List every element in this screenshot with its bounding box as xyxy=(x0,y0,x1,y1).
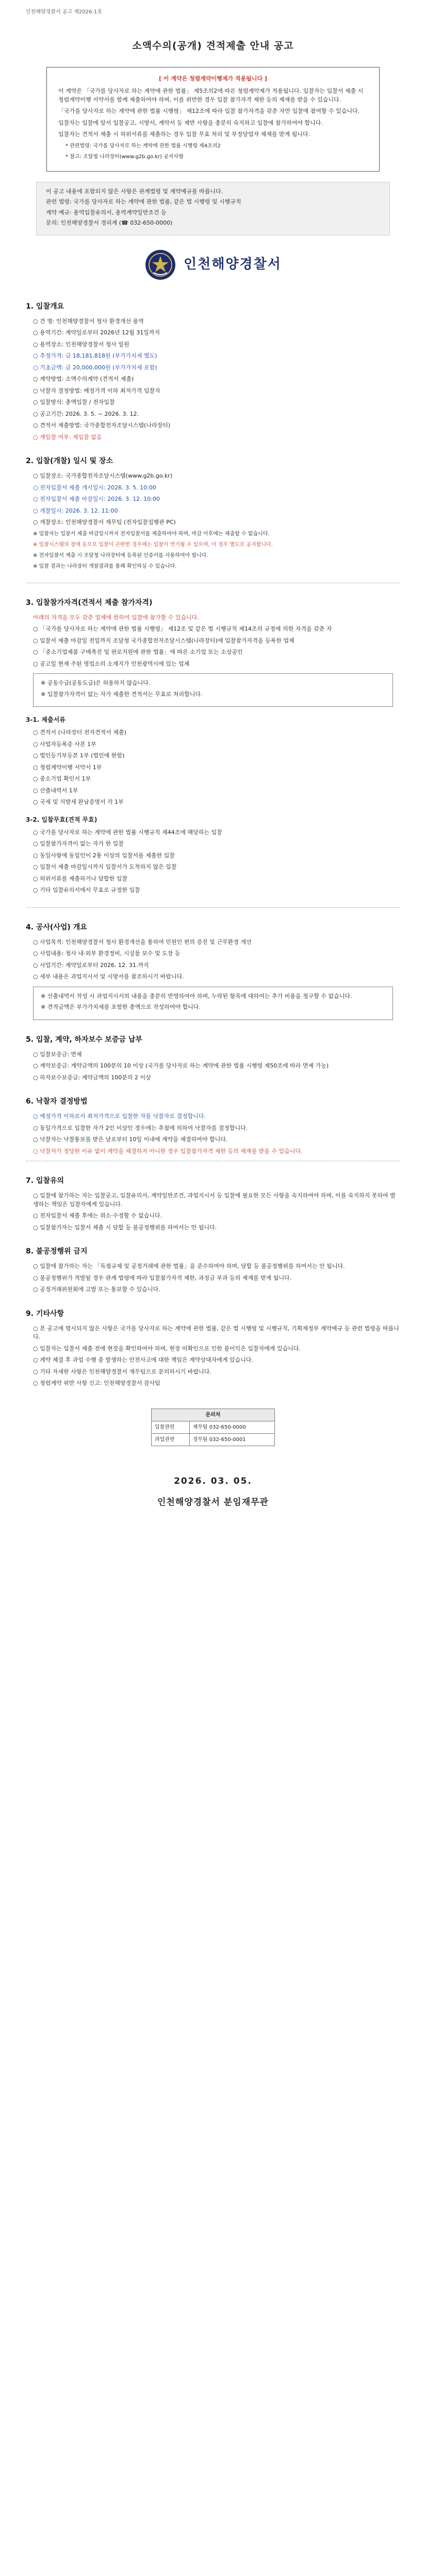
list-item: ○ 공고기간: 2026. 3. 5. ~ 2026. 3. 12. xyxy=(33,410,139,417)
list-item: ○ 기타 자세한 사항은 인천해양경찰서 재무팀으로 문의하시기 바랍니다. xyxy=(33,1368,211,1375)
grey-note-line: 이 공고 내용에 포함되지 않은 사항은 관계법령 및 계약예규를 따릅니다. xyxy=(46,188,223,195)
list-item: ○ 입찰에 참가하는 자는 입찰공고, 입찰유의서, 계약일반조건, 과업지시서 등 입찰에 필요한 모든 사항을 숙지하여야 하며, 이를 숙지하지 못하여 발생하는 책임은 입찰자에게 있습니다. xyxy=(33,1192,396,1208)
section-7-title: 7. 입찰유의 xyxy=(26,1177,64,1185)
notice-sub: * 참고: 조달청 나라장터(www.g2b.go.kr) 공지사항 xyxy=(65,154,184,160)
list-item: ○ 본 공고에 명시되지 않은 사항은 국가를 당사자로 하는 계약에 관한 법률, 같은 법 시행령 및 시행규칙, 기획재정부 계약예규 등 관련 법령을 따릅니다. xyxy=(33,1325,399,1340)
contact-table-header: 문의처 xyxy=(152,1409,275,1421)
list-item: ○ 입찰서 제출 마감일 전일까지 조달청 국가종합전자조달시스템(나라장터)에 입찰참가자격을 등록한 업체 xyxy=(33,637,294,644)
section-3-1-title: 3-1. 제출서류 xyxy=(26,716,65,723)
list-item: ○ 기타 입찰유의서에서 무효로 규정한 입찰 xyxy=(33,887,140,893)
section-5-list xyxy=(26,1050,400,1082)
notice-sub: * 관련법령: 국가를 당사자로 하는 계약에 관한 법률 시행령 제4조의2 xyxy=(65,143,221,149)
note: ※ 입찰 결과는 나라장터 개찰결과를 통해 확인하실 수 있습니다. xyxy=(33,563,177,569)
section-3-1-list xyxy=(26,728,400,807)
contact-table xyxy=(151,1409,275,1446)
grey-note-line: 관련 법령: 국가를 당사자로 하는 계약에 관한 법률, 같은 법 시행령 및 시행규칙 xyxy=(46,198,241,205)
document-title: 소액수의(공개) 견적제출 안내 공고 xyxy=(132,40,294,52)
list-item: ○ 입찰참가자격이 없는 자가 한 입찰 xyxy=(33,840,124,847)
section-6-list xyxy=(26,1112,400,1156)
list-item: ○ 법인등기부등본 1부 (법인에 한함) xyxy=(33,752,125,759)
grey-note-line: 문의: 인천해양경찰서 경리계 (☎ 032-650-0000) xyxy=(46,219,173,226)
section-1-title: 1. 입찰개요 xyxy=(26,302,64,311)
list-item: ○ 청렴계약 위반 사항 신고: 인천해양경찰서 감사팀 xyxy=(33,1380,160,1386)
section-2-title: 2. 입찰(개찰) 일시 및 장소 xyxy=(26,457,113,465)
notice-line: 입찰자는 견적서 제출 시 허위서류를 제출하는 경우 입찰 무효 처리 및 부정당업자 제재를 받게 됩니다. xyxy=(58,131,310,138)
list-item: ○ 사업자등록증 사본 1부 xyxy=(33,740,96,748)
table-cell: 경무팀 032-650-0001 xyxy=(189,1433,274,1446)
note: ※ 입찰자는 입찰서 제출 마감일시까지 전자입찰서를 제출하여야 하며, 마감 이후에는 제출할 수 없습니다. xyxy=(33,531,270,537)
list-item: ○ 「중소기업제품 구매촉진 및 판로지원에 관한 법률」에 따른 소기업 또는 소상공인 xyxy=(33,649,243,655)
list-item: ○ 입찰참가자는 입찰서 제출 시 담합 등 불공정행위를 하여서는 안 됩니다. xyxy=(33,1224,217,1231)
section-6-title: 6. 낙찰자 결정방법 xyxy=(26,1097,88,1106)
list-item: ○ 입찰자는 입찰서 제출 전에 현장을 확인하여야 하며, 현장 미확인으로 인한 불이익은 입찰자에게 있습니다. xyxy=(33,1345,301,1352)
list-item: ○ 전자입찰서 제출 후에는 취소·수정할 수 없습니다. xyxy=(33,1212,162,1219)
section-2-list xyxy=(26,472,400,527)
issue-date: 2026. 03. 05. xyxy=(174,1476,252,1486)
list-item: ○ 입찰방식: 총액입찰 / 전자입찰 xyxy=(33,399,115,405)
section-8-title: 8. 불공정행위 금지 xyxy=(26,1247,88,1256)
issuer-name: 인천해양경찰서 분임재무관 xyxy=(157,1497,269,1507)
list-item: ○ 전자입찰서 제출 마감일시: 2026. 3. 12. 10:00 xyxy=(33,496,160,502)
note: ※ 입찰시스템의 장애 등으로 입찰이 곤란한 경우에는 입찰이 연기될 수 있으며, 이 경우 별도로 공지합니다. xyxy=(33,541,273,548)
list-item: ○ 청렴계약이행 서약서 1부 xyxy=(33,764,102,771)
list-item: ○ 예정가격 이하로서 최저가격으로 입찰한 자를 낙찰자로 결정합니다. xyxy=(33,1113,206,1120)
list-item: ○ 공정거래위원회에 고발 또는 통보할 수 있습니다. xyxy=(33,1286,160,1293)
table-cell: 과업관련 xyxy=(152,1433,190,1446)
list-item: ○ 전자입찰서 제출 개시일시: 2026. 3. 5. 10:00 xyxy=(33,484,156,491)
section-5-title: 5. 입찰, 계약, 하자보수 보증금 납부 xyxy=(26,1035,142,1044)
section-3-intro: 아래의 자격을 모두 갖춘 업체에 한하여 입찰에 참가할 수 있습니다. xyxy=(33,614,199,621)
list-item: ○ 국가를 당사자로 하는 계약에 관한 법률 시행규칙 제44조에 해당하는 입찰 xyxy=(33,828,222,836)
list-item: ○ 세부 내용은 과업지시서 및 시방서를 참조하시기 바랍니다. xyxy=(33,973,184,980)
logo-name: 인천해양경찰서 xyxy=(184,257,282,272)
list-item: ○ 낙찰자 결정방법: 예정가격 이하 최저가격 입찰자 xyxy=(33,387,160,394)
list-item: ○ 동일가격으로 입찰한 자가 2인 이상인 경우에는 추첨에 의하여 낙찰자를 결정합니다. xyxy=(33,1124,248,1131)
list-item: ○ 견적서 (나라장터 전자견적서 제출) xyxy=(33,729,126,736)
list-item: ○ 산출내역서 1부 xyxy=(33,787,78,794)
section-3-list xyxy=(26,625,400,668)
table-cell: 재무팀 032-650-0000 xyxy=(189,1421,274,1433)
list-item: ○ 건 명: 인천해양경찰서 청사 환경개선 용역 xyxy=(33,317,144,325)
note: ※ 전자입찰서 제출 시 조달청 나라장터에 등록된 인증서를 사용하여야 합니다. xyxy=(33,552,208,558)
list-item: ○ 동일사항에 동일인이 2통 이상의 입찰서를 제출한 입찰 xyxy=(33,852,175,859)
list-item: ○ 개찰일시: 2026. 3. 12. 11:00 xyxy=(33,507,118,514)
notice-line: 이 계약은 「국가를 당사자로 하는 계약에 관한 법률」 제5조의2에 따른 청렴계약제가 적용됩니다. 입찰자는 입찰서 제출 시 청렴계약이행 서약서를 함께 제출하여야 하며, 이를 위반한 경우 입찰 참가자격 제한 등의 제재를 받을 수 있습니다. xyxy=(58,88,364,103)
list-item: ○ 낙찰자는 낙찰통보를 받은 날로부터 10일 이내에 계약을 체결하여야 합니다. xyxy=(33,1136,228,1143)
framed-line: ※ 입찰참가자격이 없는 자가 제출한 견적서는 무효로 처리합니다. xyxy=(41,690,203,698)
list-item: ○ 불공정행위가 적발될 경우 관계 법령에 따라 입찰참가자격 제한, 과징금 부과 등의 제재를 받게 됩니다. xyxy=(33,1274,292,1281)
table-row xyxy=(152,1421,275,1433)
section-4-list xyxy=(26,938,400,981)
section-3-title: 3. 입찰참가자격(견적서 제출 참가자격) xyxy=(26,598,153,607)
list-item: ○ 용역기간: 계약일로부터 2026년 12월 31일까지 xyxy=(33,329,160,336)
integrity-notice-box xyxy=(46,67,380,172)
framed-line: ※ 산출내역서 작성 시 과업지시서의 내용을 충분히 반영하여야 하며, 누락된 항목에 대하여는 추가 비용을 청구할 수 없습니다. xyxy=(41,992,352,999)
header-line: 인천해양경찰서 공고 제2026-1호 xyxy=(26,9,103,15)
notice-title: [ 이 계약은 청렴계약이행제가 적용됩니다 ] xyxy=(159,75,267,82)
list-item: ○ 계약방법: 소액수의계약 (견적서 제출) xyxy=(33,376,134,382)
section-1-list xyxy=(26,317,400,442)
list-item: ○ 입찰보증금: 면제 xyxy=(33,1050,82,1058)
section-3-framed-note xyxy=(33,673,393,707)
divider xyxy=(26,907,400,908)
list-item: ○ 국세 및 지방세 완납증명서 각 1부 xyxy=(33,799,124,805)
list-item: ○ 기초금액: 금 20,000,000원 (부가가치세 포함) xyxy=(33,364,157,371)
table-cell: 입찰관련 xyxy=(152,1421,190,1433)
list-item: ○ 「국가를 당사자로 하는 계약에 관한 법률 시행령」 제12조 및 같은 법 시행규칙 제14조의 규정에 의한 자격을 갖춘 자 xyxy=(33,625,332,632)
list-item: ○ 입찰에 참가하는 자는 「독점규제 및 공정거래에 관한 법률」을 준수하여야 하며, 담합 등 불공정행위를 하여서는 안 됩니다. xyxy=(33,1263,345,1269)
list-item: ○ 공고일 현재 주된 영업소의 소재지가 인천광역시에 있는 업체 xyxy=(33,660,190,667)
list-item: ○ 입찰장소: 국가종합전자조달시스템(www.g2b.go.kr) xyxy=(33,472,173,479)
list-item: ○ 계약보증금: 계약금액의 100분의 10 이상 (국가를 당사자로 하는 계약에 관한 법률 시행령 제50조에 따라 면제 가능) xyxy=(33,1062,329,1069)
section-4-title: 4. 공사(사업) 개요 xyxy=(26,923,87,931)
coast-guard-emblem-icon xyxy=(144,249,176,281)
table-row xyxy=(152,1433,275,1446)
section-7-list xyxy=(26,1192,400,1232)
list-item: ○ 허위서류를 제출하거나 담합한 입찰 xyxy=(33,875,127,882)
section-3-2-list xyxy=(26,828,400,895)
framed-line: ※ 견적금액은 부가가치세를 포함한 총액으로 작성하여야 합니다. xyxy=(41,1004,201,1010)
section-3-2-title: 3-2. 입찰무효(견적 무효) xyxy=(26,816,97,823)
list-item: ○ 재입찰 여부: 재입찰 없음 xyxy=(33,433,102,440)
section-8-list xyxy=(26,1262,400,1294)
notice-line: 입찰자는 입찰에 앞서 입찰공고, 시방서, 계약서 등 제반 사항을 충분히 숙지하고 입찰에 참가하여야 합니다. xyxy=(58,119,323,126)
list-item: ○ 하자보수보증금: 계약금액의 100분의 2 이상 xyxy=(33,1074,151,1081)
list-item: ○ 용역장소: 인천해양경찰서 청사 일원 xyxy=(33,341,129,348)
grey-note-line: 계약 예규: 용역입찰유의서, 용역계약일반조건 등 xyxy=(46,209,167,216)
list-item: ○ 낙찰자가 정당한 이유 없이 계약을 체결하지 아니한 경우 입찰참가자격 제한 등의 제재를 받을 수 있습니다. xyxy=(33,1147,303,1155)
list-item: ○ 견적서 제출방법: 국가종합전자조달시스템(나라장터) xyxy=(33,422,171,429)
list-item: ○ 중소기업 확인서 1부 xyxy=(33,775,91,782)
logo-row xyxy=(26,249,400,281)
section-9-list xyxy=(26,1325,400,1388)
list-item: ○ 계약 체결 후 과업 수행 중 발생하는 안전사고에 대한 책임은 계약상대자에게 있습니다. xyxy=(33,1357,253,1363)
list-item: ○ 개찰장소: 인천해양경찰서 재무팀 (전자입찰집행관 PC) xyxy=(33,519,176,526)
framed-line: ※ 공동수급(공동도급)은 허용하지 않습니다. xyxy=(41,680,151,686)
section-9-title: 9. 기타사항 xyxy=(26,1309,64,1318)
notice-line: 「국가를 당사자로 하는 계약에 관한 법률 시행령」 제12조에 따라 입찰 참가자격을 갖춘 자만 입찰에 참여할 수 있습니다. xyxy=(58,108,360,114)
list-item: ○ 입찰서 제출 마감일시까지 입찰서가 도착하지 않은 입찰 xyxy=(33,863,177,870)
list-item: ○ 사업목적: 인천해양경찰서 청사 환경개선을 통하여 민원인 편의 증진 및 근무환경 개선 xyxy=(33,938,252,945)
grey-note-box xyxy=(36,182,390,235)
section-4-framed-note xyxy=(33,987,393,1020)
list-item: ○ 사업내용: 청사 내·외부 환경정비, 시설물 보수 및 도장 등 xyxy=(33,950,181,957)
list-item: ○ 사업기간: 계약일로부터 2026. 12. 31.까지 xyxy=(33,961,149,969)
list-item: ○ 추정가격: 금 18,181,818원 (부가가치세 별도) xyxy=(33,352,157,359)
